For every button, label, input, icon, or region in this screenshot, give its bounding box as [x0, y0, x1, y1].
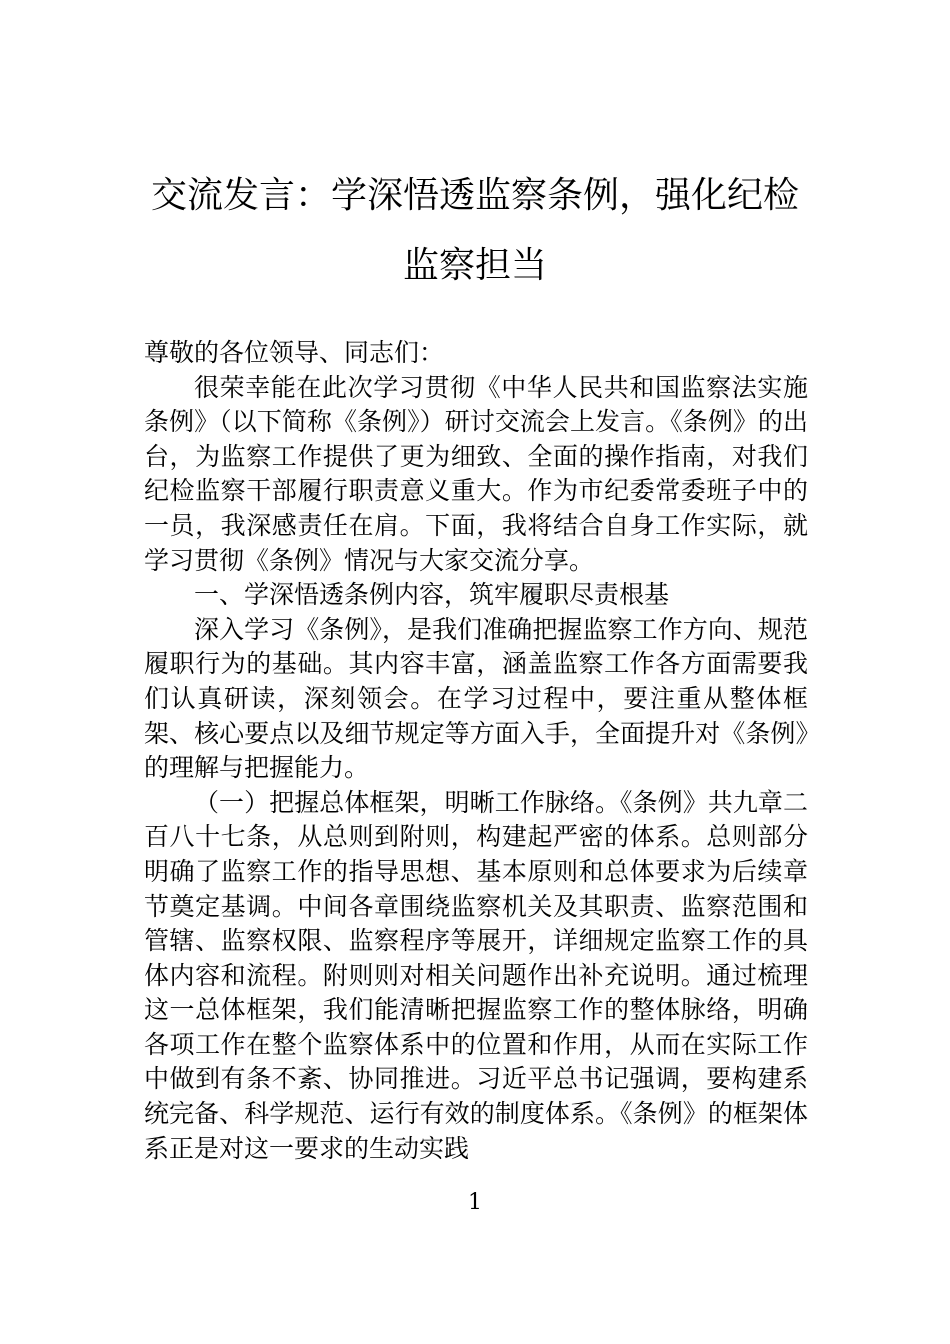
section-heading-1: 一、学深悟透条例内容，筑牢履职尽责根基 [194, 580, 670, 610]
document-title-line-1: 交流发言：学深悟透监察条例，强化纪检 [150, 175, 799, 216]
document-title-line-2: 监察担当 [402, 245, 547, 286]
paragraph-intro: 很荣幸能在此次学习贯彻《中华人民共和国监察法实施条例》（以下简称《条例》）研讨交流会上发言。《条例》的出台，为监察工作提供了更为细致、全面的操作指南，对我们纪检监察干部履行职责意义重大。作为市纪委常委班子中的一员，我深感责任在肩。下面，我将结合自身工作实际，就学习贯彻《条例》情况与大家交流分享。 [144, 372, 808, 575]
paragraph-section-1: 深入学习《条例》，是我们准确把握监察工作方向、规范履职行为的基础。其内容丰富，涵盖监察工作各方面需要我们认真研读，深刻领会。在学习过程中，要注重从整体框架、核心要点以及细节规定等方面入手，全面提升对《条例》的理解与把握能力。 [144, 614, 808, 783]
document-body [144, 336, 808, 1166]
salutation: 尊敬的各位领导、同志们： [144, 338, 445, 367]
page-number: 1 [468, 1190, 482, 1215]
paragraph-subsection-1: （一）把握总体框架，明晰工作脉络。《条例》共九章二百八十七条，从总则到附则，构建起严密的体系。总则部分明确了监察工作的指导思想、基本原则和总体要求为后续章节奠定基调。中间各章围绕监察机关及其职责、监察范围和管辖、监察权限、监察程序等展开，详细规定监察工作的具体内容和流程。附则则对相关问题作出补充说明。通过梳理这一总体框架，我们能清晰把握监察工作的整体脉络，明确各项工作在整个监察体系中的位置和作用，从而在实际工作中做到有条不紊、协同推进。习近平总书记强调，要构建系统完备、科学规范、运行有效的制度体系。《条例》的框架体系正是对这一要求的生动实践 [144, 787, 808, 1163]
